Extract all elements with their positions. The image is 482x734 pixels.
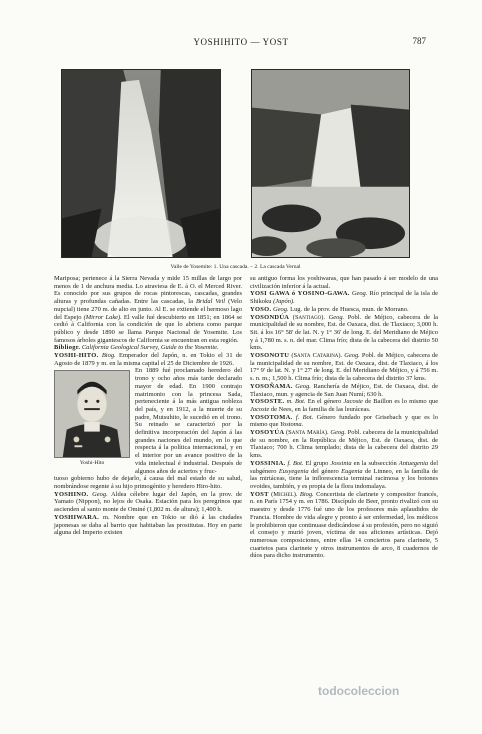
page-number: 787 [412, 36, 426, 46]
yoshiwara-continued: su antiguo forma los yoshiwaras, que han pasado á ser modelo de una civilización inferior á la actual. [250, 275, 438, 290]
portrait-figure [54, 370, 130, 468]
yoshi-hito-continued: tuoso gobierno hubo de dejarlo, á causa del mal estado de su salud, nombrándose regente á su hijo primogénito y heredero Hiro-hito. [54, 475, 242, 490]
entry-yoshiwara: YOSHIWARA. m. Nombre que en Tokio se dió á las ciudades japonesas se daba al barrio que habitaban las prostitutas. Hoy en parte alguna del Imperio existen [54, 513, 243, 537]
entry-yossinia: YOSSINIA. f. Bot. El grupo Jossinia en la subsección Antuegenia del subgénero Eusyegenia del género Eugenia de Linneo, en la familia de las mirtáceas, tiene la inflorescencia terminal racimosa y los botones ovoides, también, y es propia de la flora indomalaya. [250, 459, 439, 490]
entry-yosotoma: YOSOTOMA. f. Bot. Género fundado por Grisebach y que es lo mismo que Yostoma. [250, 413, 439, 429]
watermark-logo [318, 684, 448, 698]
entry-yoshino: YOSHINO. Geog. Aldea célebre lugar del Japón, en la prov. de Yamato (Nippon), no lejos de Osaka. Estación para los peregrinos que ascienden al santo monte de Ominé (1,802 m. de altura); 1,400 h. [54, 490, 243, 514]
entry-yosonotu: YOSONOTU (Santa Catarina). Geog. Pobl. de Méjico, cabecera de la municipalidad de su nombre, Est. de Oaxaca, dist. de Tlaxiaco, á los 17° 9' de lat. N. y 1° 27' de long. E. del Meridiano de Méjico, y á 756 m. s. n. m.; 1,500 h. Clima frío; dista de la cabecera del distrito 37 kms. [250, 352, 439, 383]
running-title: YOSHIHITO — YOST [193, 37, 289, 47]
waterfall-photo-1 [61, 69, 221, 258]
figure-caption: Valle de Yosemite: 1. Una cascada. – 2. La cascada Vernal [170, 264, 301, 270]
entry-yost: YOST (Michel). Biog. Concertista de clarinete y compositor francés, n. en París 1754 y m. en 1786. Discípulo de Beer, pronto rivalizó con su maestro y desde 1776 fué uno de los profesores más aplaudidos de Francia. Hombre de vida alegre y pronto á ser enfermedad, los médicos le prohibieron que continuase dedicándose á su profesión, pero no siguió el consejo y murió joven, víctima de sus aficiones artísticas. Dejó numerosas composiciones, entre ellas 14 conciertos para clarinete, 5 cuartetos para clarinete y otros instrumentos de arco, 8 cuadernos de dúos para dicho instrumento. [250, 490, 439, 560]
entry-yosondua: YOSONDÚA (Santiago). Geog. Pobl. de Méjico, cabecera de la municipalidad de su nombre, Est. de Oaxaca, dist. de Tlaxiaco; 3,000 h. Sit. á los 16° 58' de lat. N. y 1° 36' de long. E. del Meridiano de Méjico y á 1,780 m. s. n. del mar. Clima frío; dista de la cabecera del distrito 50 kms. [250, 313, 438, 352]
entry-yosoyua: YOSOYÚA (Santa María). Geog. Pobl. cabecera de la municipalidad de su nombre, en la República de Méjico, Est. de Oaxaca, dist. de Tlaxiaco; 700 h. Clima templado; dista de la cabecera del distrito 29 kms. [250, 429, 438, 460]
yoshi-hito-portrait [54, 370, 130, 458]
portrait-caption: Yoshi-Hito [79, 460, 105, 467]
entry-yoso: YOSO. Geog. Lug. de la prov. de Huesca, mun. de Morrano. [250, 305, 409, 313]
entry-yosonama: YOSOÑAMA. Geog. Ranchería de Méjico, Est. de Oaxaca, dist. de Tlaxiaco, mun. y agencia de San Juan Numí; 630 h. [250, 382, 438, 398]
left-column [54, 275, 242, 537]
yoshi-hito-text: En 1889 fué proclamado heredero del trono y ocho años más tarde declarado mayor de edad. En 1900 contrajo matrimonio con la princesa Sada, perteneciente á la más antigua nobleza del país, y en 1912, a la muerte de su padre, Mutsuhito, le sucedió en el trono. Su reinado se caracterizó por la definitiva incorporación del Japón á las grandes naciones del mundo, en lo que respecta á la política internacional, y en el interior por un avance positivo de la vida intelectual é industrial. Después de algunos años de aciertos y fruc- [135, 367, 242, 475]
entry-yosi-gawa: YOSI GAWA ó YOSINO-GAWA. Geog. Río principal de la isla de Shikoku (Japón). [250, 290, 439, 306]
entry-yoshi-hito: YOSHI-HITO. Biog. Emperador del Japón, n. en Tokio el 31 de Agosto de 1879 y m. en la misma capital el 25 de Diciembre de 1926. [54, 352, 242, 367]
waterfall-photo-2 [251, 69, 410, 258]
yosemite-continued: Mariposa; pertenece á la Sierra Nevada y mide 15 millas de largo por menos de 1 de anchura media. Lo atraviesa de E. á O. el Merced River. Es conocido por sus grupos de rocas pintorescas, cascadas, grandes alturas y profundas cañadas. Entre las cascadas, la Bridal Veil (Velo nupcial) tiene 270 m. de alto en junto. Al E. se extiende el hermoso lago del Espejo (Mirror Lake). El valle fué descubierto en 1851; en 1864 se cedió á California con la condición de que lo abriera como parque público y desde 1890 se llama Parque Nacional de Yosemite. Los famosos árboles gigantescos de California se encuentran en esta región. [54, 275, 243, 344]
watermark-text: todocoleccion [318, 684, 400, 698]
bibliography-entry: Bibliogr. California Geological Survey, Guide to the Yosemite. [54, 344, 219, 352]
right-column [250, 275, 438, 560]
portrait-row [54, 367, 242, 475]
entry-yososte: YOSOSTE. m. Bot. En el género Jacoste de Baillon es lo mismo que Jacoste de Nees, en la familia de las leuráceas. [250, 398, 439, 413]
